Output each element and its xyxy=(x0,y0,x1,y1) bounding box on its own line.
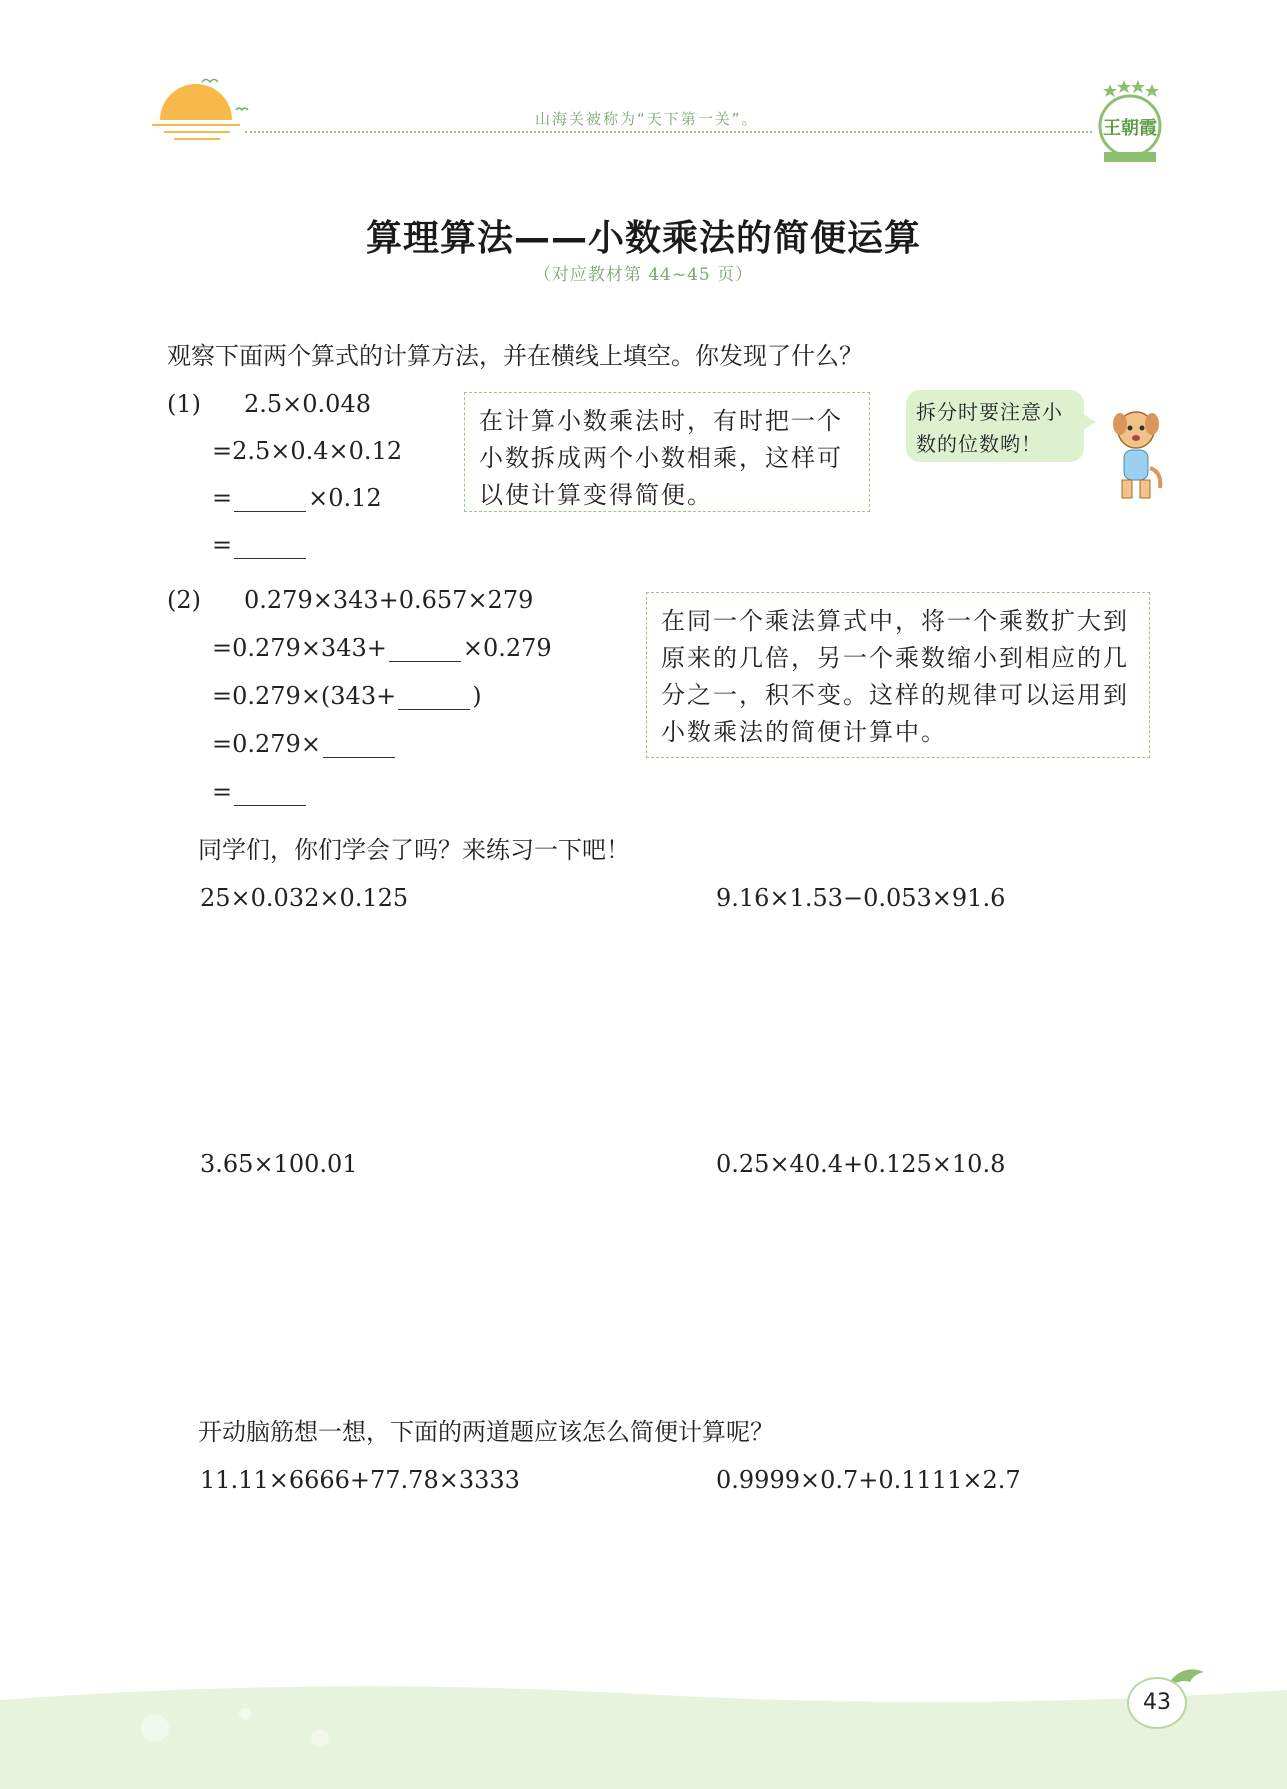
tip-box-1: 在计算小数乘法时，有时把一个小数拆成两个小数相乘，这样可以使计算变得简便。 xyxy=(464,392,870,512)
answer-blank[interactable] xyxy=(234,782,306,806)
challenge-item: 0.9999×0.7+0.1111×2.7 xyxy=(716,1466,1021,1494)
practice-item: 3.65×100.01 xyxy=(200,1150,358,1178)
page-title: 算理算法——小数乘法的简便运算 xyxy=(365,218,921,259)
challenge-item: 11.11×6666+77.78×3333 xyxy=(200,1466,520,1494)
problem1-line4: = xyxy=(212,531,308,559)
practice-item: 0.25×40.4+0.125×10.8 xyxy=(716,1150,1006,1178)
answer-blank[interactable] xyxy=(389,638,461,662)
practice-heading: 同学们，你们学会了吗？来练习一下吧！ xyxy=(198,836,630,864)
brand-badge-icon xyxy=(1090,78,1170,166)
practice-item: 25×0.032×0.125 xyxy=(200,884,409,912)
speech-bubble: 拆分时要注意小数的位数哟！ xyxy=(906,390,1084,462)
page-number: 43 xyxy=(1127,1677,1187,1729)
speech-bubble-tail xyxy=(1080,412,1096,432)
brand-name: 王朝霞 xyxy=(1103,118,1157,139)
header-quote: 山海关被称为“天下第一关”。 xyxy=(535,110,759,128)
header-divider xyxy=(245,131,1092,133)
sunset-logo-icon xyxy=(150,70,260,150)
page-subtitle: （对应教材第 44~45 页） xyxy=(533,265,754,285)
mascot-icon xyxy=(1108,408,1164,504)
footer-decoration xyxy=(0,1680,1287,1789)
problem1-line3: = ×0.12 xyxy=(212,484,382,512)
problem1-line2: =2.5×0.4×0.12 xyxy=(212,437,403,465)
problem2-label: (2) xyxy=(167,586,201,614)
problem2-line3: =0.279×(343+ ) xyxy=(212,682,482,710)
tip-box-2: 在同一个乘法算式中，将一个乘数扩大到原来的几倍，另一个乘数缩小到相应的几分之一，积不变。这样的规律可以运用到小数乘法的简便计算中。 xyxy=(646,592,1150,758)
intro-text: 观察下面两个算式的计算方法，并在横线上填空。你发现了什么？ xyxy=(167,342,863,370)
answer-blank[interactable] xyxy=(398,686,470,710)
problem2-line4: =0.279× xyxy=(212,730,397,758)
problem1-label: (1) xyxy=(167,390,201,418)
practice-item: 9.16×1.53−0.053×91.6 xyxy=(716,884,1006,912)
problem2-line2: =0.279×343+ ×0.279 xyxy=(212,634,552,662)
problem1-line1: 2.5×0.048 xyxy=(244,390,371,418)
answer-blank[interactable] xyxy=(234,535,306,559)
answer-blank[interactable] xyxy=(323,734,395,758)
answer-blank[interactable] xyxy=(234,488,306,512)
problem2-line1: 0.279×343+0.657×279 xyxy=(244,586,534,614)
problem2-line5: = xyxy=(212,778,308,806)
challenge-heading: 开动脑筋想一想，下面的两道题应该怎么简便计算呢？ xyxy=(198,1418,774,1446)
